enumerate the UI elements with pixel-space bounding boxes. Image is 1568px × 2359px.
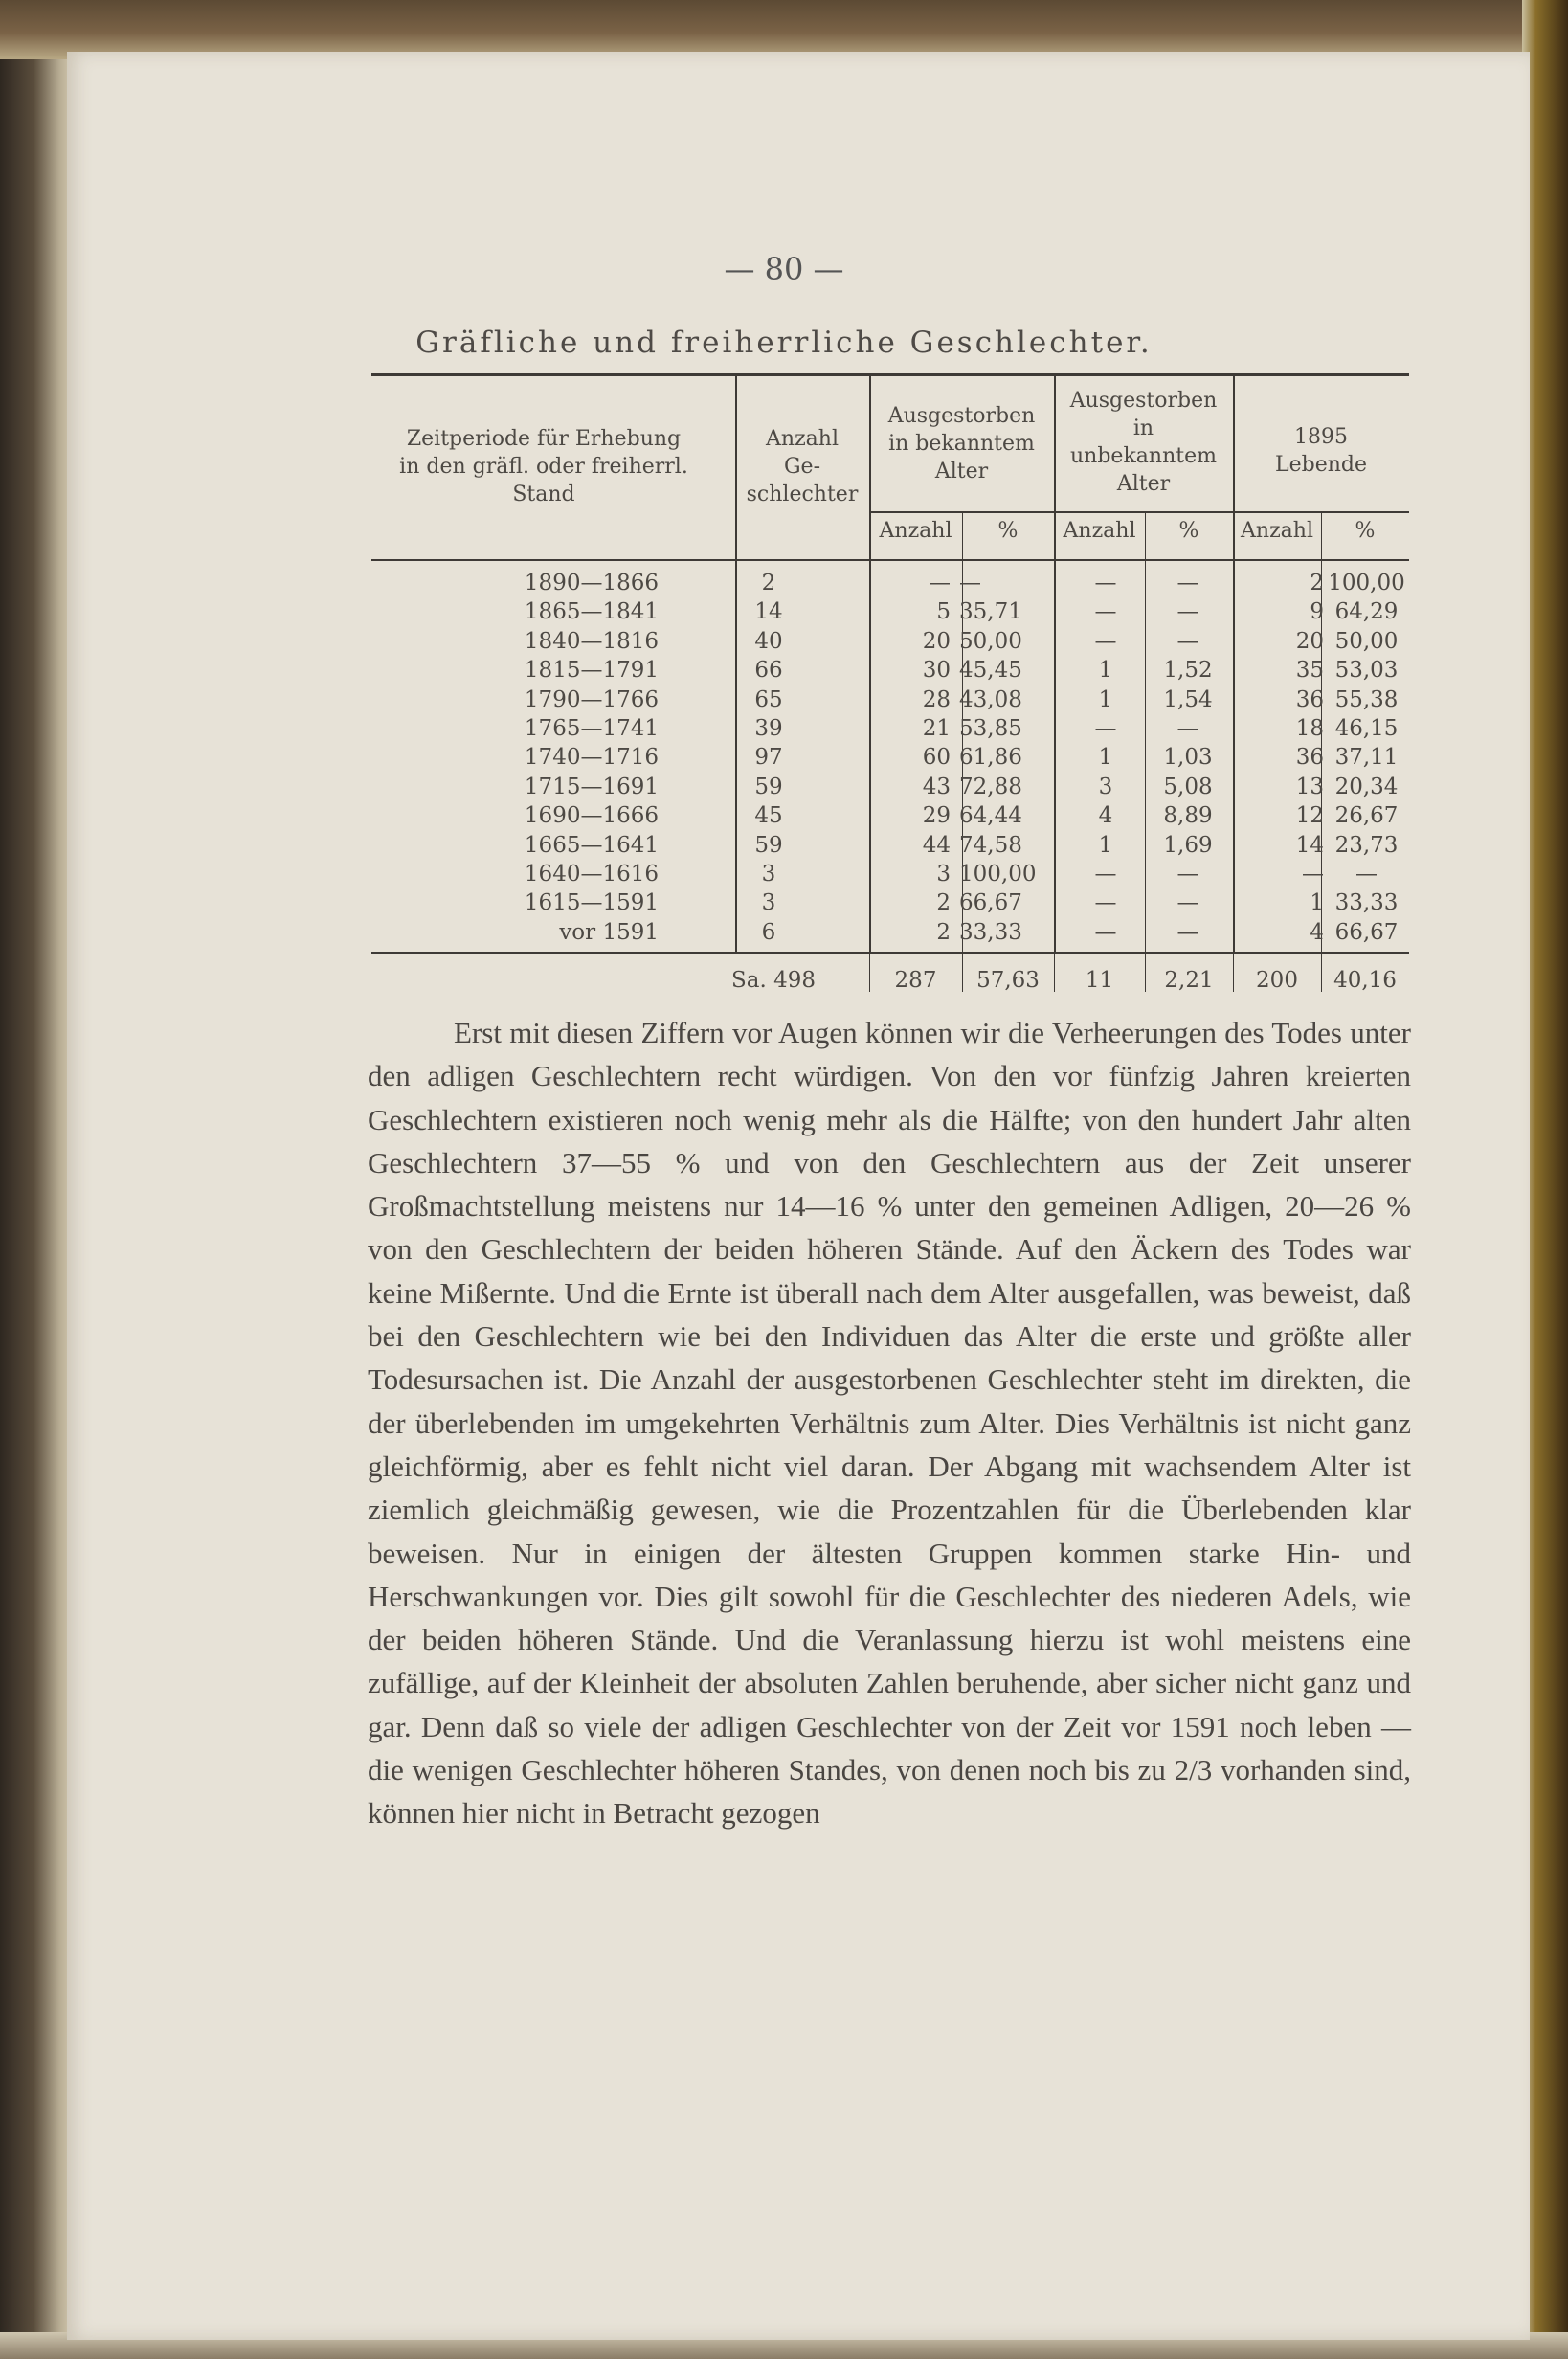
row-unknown-count: — [1094, 571, 1117, 595]
header-unknown-age: Ausgestorben in unbekanntem Alter [1069, 389, 1218, 496]
row-unknown-pct: — [1176, 628, 1199, 654]
row-count: 45 [754, 803, 783, 829]
row-unknown-count: — [1094, 599, 1117, 625]
row-known-pct: 33,33 [959, 919, 1022, 945]
row-living-count: — [1302, 862, 1324, 887]
row-count: 65 [754, 686, 783, 712]
table-subheader-rule [869, 511, 1409, 513]
row-known-pct: — [959, 571, 981, 595]
table-row [371, 918, 1409, 947]
row-count: 66 [754, 658, 783, 684]
row-period: 1715—1691 [524, 774, 659, 799]
sum-divider [869, 954, 870, 992]
row-known-count: 44 [922, 832, 951, 858]
row-count: 97 [754, 745, 783, 771]
row-unknown-count: 1 [1098, 658, 1113, 684]
row-living-pct: 100,00 [1328, 571, 1405, 595]
table-header-rule [371, 559, 1409, 561]
table-row [371, 888, 1409, 917]
row-count: 40 [754, 628, 783, 654]
row-known-count: 29 [922, 803, 951, 829]
row-living-count: 4 [1310, 919, 1324, 945]
row-unknown-pct: 1,03 [1163, 745, 1213, 771]
row-known-pct: 64,44 [959, 803, 1022, 829]
sum-divider [1321, 954, 1322, 992]
row-unknown-pct: 5,08 [1163, 774, 1213, 799]
table-row [371, 569, 1409, 597]
subheader-known-pct: % [997, 519, 1019, 543]
sum-known-pct: 57,63 [976, 968, 1040, 993]
body-paragraph [368, 1011, 1411, 1835]
row-living-pct: 26,67 [1334, 803, 1399, 829]
row-unknown-pct: 8,89 [1163, 803, 1213, 829]
header-count: Anzahl Ge- schlechter [746, 427, 859, 506]
row-unknown-pct: — [1176, 919, 1199, 945]
row-period: 1840—1816 [524, 628, 659, 654]
row-known-pct: 74,58 [959, 832, 1022, 858]
subheader-living-count: Anzahl [1241, 519, 1313, 543]
row-count: 3 [761, 890, 776, 916]
section-title: Gräfliche und freiherrliche Geschlechter. [415, 326, 1153, 360]
table-row [371, 773, 1409, 801]
row-known-pct: 72,88 [959, 774, 1022, 799]
row-living-count: 12 [1295, 803, 1324, 829]
row-unknown-count: — [1094, 862, 1117, 887]
row-known-pct: 66,67 [959, 890, 1022, 916]
row-known-count: 3 [936, 862, 951, 887]
table-bottom-rule [371, 952, 1409, 954]
row-period: 1790—1766 [524, 686, 659, 712]
statistics-table [371, 368, 1409, 1009]
table-row [371, 860, 1409, 888]
row-living-pct: 20,34 [1334, 774, 1399, 799]
row-living-pct: 66,67 [1334, 919, 1399, 945]
row-unknown-count: 1 [1098, 686, 1113, 712]
row-living-pct: 50,00 [1334, 628, 1399, 654]
row-known-count: 2 [936, 890, 951, 916]
row-unknown-pct: 1,54 [1163, 686, 1213, 712]
table-row [371, 714, 1409, 743]
row-count: 3 [761, 862, 776, 887]
row-known-pct: 43,08 [959, 686, 1022, 712]
row-living-pct: 46,15 [1334, 716, 1399, 741]
row-living-count: 20 [1295, 628, 1324, 654]
row-known-count: 2 [936, 919, 951, 945]
row-known-count: 30 [922, 658, 951, 684]
sum-divider [1054, 954, 1055, 992]
row-unknown-pct: — [1176, 716, 1199, 741]
row-unknown-pct: — [1176, 571, 1199, 595]
sum-unknown-pct: 2,21 [1164, 968, 1214, 993]
row-unknown-count: 1 [1098, 745, 1113, 771]
row-unknown-count: — [1094, 890, 1117, 916]
subheader-living-pct: % [1355, 519, 1376, 543]
table-top-rule [371, 373, 1409, 376]
row-unknown-pct: — [1176, 890, 1199, 916]
row-count: 14 [754, 599, 783, 625]
row-unknown-count: — [1094, 919, 1117, 945]
row-known-pct: 50,00 [959, 628, 1022, 654]
row-unknown-count: — [1094, 628, 1117, 654]
sum-divider [962, 954, 963, 992]
row-living-pct: 53,03 [1334, 658, 1399, 684]
row-living-pct: 37,11 [1334, 745, 1399, 771]
table-row [371, 801, 1409, 830]
row-known-pct: 35,71 [959, 599, 1022, 625]
sum-unknown-count: 11 [1085, 968, 1114, 993]
row-known-pct: 61,86 [959, 745, 1022, 771]
row-living-count: 14 [1295, 832, 1324, 858]
row-living-count: 2 [1310, 571, 1324, 595]
row-known-count: 20 [922, 628, 951, 654]
row-count: 39 [754, 716, 783, 741]
sum-living-count: 200 [1256, 968, 1298, 993]
row-known-count: 28 [922, 686, 951, 712]
row-count: 6 [761, 919, 776, 945]
row-unknown-pct: — [1176, 862, 1199, 887]
row-living-count: 13 [1295, 774, 1324, 799]
header-known-age: Ausgestorben in bekanntem Alter [887, 404, 1036, 483]
row-count: 2 [761, 571, 776, 595]
sum-label: Sa. 498 [731, 968, 816, 993]
row-unknown-pct: — [1176, 599, 1199, 625]
row-period: 1615—1591 [524, 890, 659, 916]
row-period: vor 1591 [559, 919, 659, 945]
row-period: 1890—1866 [524, 571, 659, 595]
row-period: 1665—1641 [524, 832, 659, 858]
row-living-count: 36 [1295, 686, 1324, 712]
table-row [371, 685, 1409, 714]
row-known-count: 43 [922, 774, 951, 799]
row-known-pct: 45,45 [959, 658, 1022, 684]
row-living-count: 36 [1295, 745, 1324, 771]
row-living-pct: 23,73 [1334, 832, 1399, 858]
row-known-count: 5 [936, 599, 951, 625]
table-row [371, 743, 1409, 772]
subheader-known-count: Anzahl [879, 519, 952, 543]
row-count: 59 [754, 832, 783, 858]
sum-living-pct: 40,16 [1333, 968, 1397, 993]
row-living-pct: — [1355, 862, 1378, 887]
row-living-count: 35 [1295, 658, 1324, 684]
row-known-pct: 100,00 [959, 862, 1037, 887]
row-known-count: 21 [922, 716, 951, 741]
row-living-pct: 55,38 [1334, 686, 1399, 712]
subheader-unknown-pct: % [1178, 519, 1199, 543]
row-period: 1690—1666 [524, 803, 659, 829]
row-period: 1740—1716 [524, 745, 659, 771]
row-known-pct: 53,85 [959, 716, 1022, 741]
header-living-1895: 1895 Lebende [1274, 425, 1367, 477]
sum-known-count: 287 [894, 968, 937, 993]
row-living-count: 9 [1310, 599, 1324, 625]
row-living-count: 18 [1295, 716, 1324, 741]
row-unknown-pct: 1,69 [1163, 832, 1213, 858]
header-period: Zeitperiode für Erhebung in den gräfl. oder freiherrl. Stand [399, 427, 688, 506]
row-unknown-count: 3 [1098, 774, 1113, 799]
row-known-count: 60 [922, 745, 951, 771]
table-row [371, 831, 1409, 860]
book-top-edge [0, 0, 1568, 59]
row-period: 1865—1841 [524, 599, 659, 625]
row-unknown-count: 4 [1098, 803, 1113, 829]
sum-divider [1145, 954, 1146, 992]
paragraph-text: Erst mit diesen Ziffern vor Augen können wir die Verheerungen des Todes unter den adligen Geschlechtern recht würdigen. Von den vor fünfzig Jahren kreierten Geschlechtern existieren noch wenig mehr als die Hälfte; von den hundert Jahr alten Geschlechtern 37—55 % und von den Geschlechtern aus der Zeit unserer Großmachtstellung meistens nur 14—16 % unter den gemeinen Adligen, 20—26 % von den Geschlechtern der beiden höheren Stände. Auf den Äckern des Todes war keine Mißernte. Und die Ernte ist überall nach dem Alter ausgefallen, was beweist, daß bei den Geschlechtern wie bei den Individuen das Alter die erste und größte aller Todesursachen ist. Die Anzahl der ausgestorbenen Geschlechter steht im direkten, die der überlebenden im umgekehrten Verhältnis zum Alter. Dies Verhältnis ist nicht ganz gleichförmig, aber es fehlt nicht viel daran. Der Abgang mit wachsendem Alter ist ziemlich gleichmäßig gewesen, wie die Prozentzahlen für die Überlebenden klar beweisen. Nur in einigen der ältesten Gruppen kommen starke Hin- und Herschwankungen vor. Dies gilt sowohl für die Geschlechter des niederen Adels, wie der beiden höheren Stände. Und die Veranlassung hierzu ist wohl meistens eine zufällige, auf der Kleinheit der absoluten Zahlen beruhende, aber sicher nicht ganz und gar. Denn daß so viele der adligen Geschlechter von der Zeit vor 1591 noch leben — die wenigen Geschlechter höheren Standes, von denen noch bis zu 2/3 vorhanden sind, können hier nicht in Betracht gezogen [368, 1016, 1411, 1831]
row-living-pct: 33,33 [1334, 890, 1399, 916]
row-count: 59 [754, 774, 783, 799]
table-row [371, 597, 1409, 626]
page-number: — 80 — [724, 251, 844, 287]
row-unknown-pct: 1,52 [1163, 658, 1213, 684]
row-known-count: — [929, 571, 951, 595]
row-unknown-count: — [1094, 716, 1117, 741]
row-period: 1815—1791 [524, 658, 659, 684]
subheader-unknown-count: Anzahl [1063, 519, 1136, 543]
row-living-count: 1 [1310, 890, 1324, 916]
table-sum-row [371, 961, 1409, 1000]
row-living-pct: 64,29 [1334, 599, 1399, 625]
sum-divider [1233, 954, 1234, 992]
row-unknown-count: 1 [1098, 832, 1113, 858]
table-row [371, 656, 1409, 685]
table-row [371, 627, 1409, 656]
row-period: 1640—1616 [524, 862, 659, 887]
row-period: 1765—1741 [524, 716, 659, 741]
